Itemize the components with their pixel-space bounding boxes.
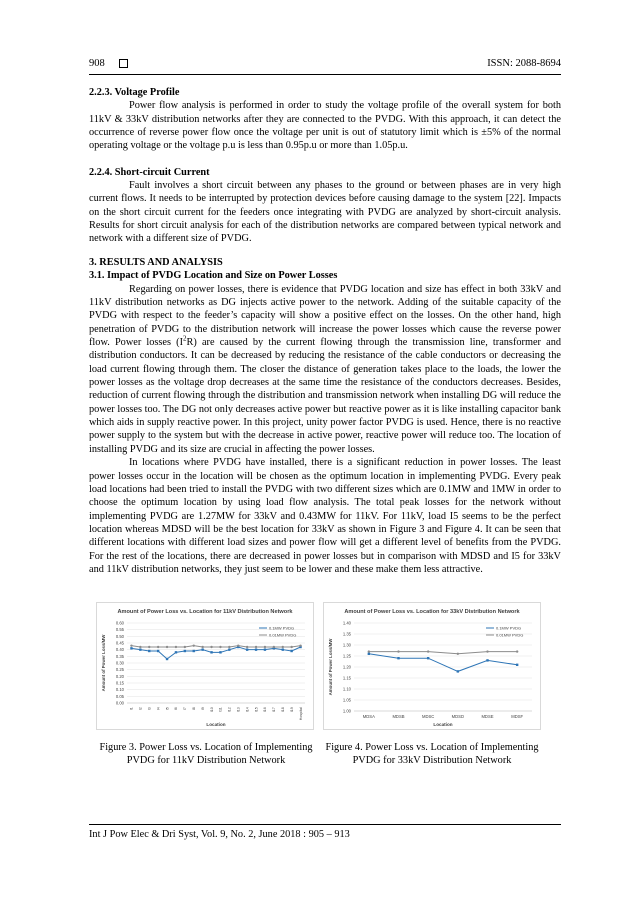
data-point bbox=[427, 650, 429, 652]
figure-3-chart bbox=[96, 602, 314, 730]
data-point bbox=[282, 648, 284, 650]
y-tick-label: 0.25 bbox=[115, 667, 124, 673]
y-tick-label: 0.10 bbox=[115, 687, 124, 693]
page-header bbox=[89, 58, 561, 69]
subsection-heading-impact: 3.1. Impact of PVDG Location and Size on Power Losses bbox=[89, 270, 338, 282]
header-rule bbox=[89, 74, 561, 75]
data-point bbox=[139, 648, 141, 650]
data-point bbox=[299, 644, 301, 646]
x-tick-label: I18 bbox=[280, 707, 285, 713]
y-tick-label: 1.00 bbox=[342, 708, 351, 714]
data-point bbox=[397, 650, 399, 652]
data-point bbox=[255, 648, 257, 650]
y-tick-label: 0.35 bbox=[115, 653, 124, 659]
data-point bbox=[457, 670, 459, 672]
data-point bbox=[427, 657, 429, 659]
x-tick-label: I19 bbox=[289, 707, 294, 713]
x-tick-label: Hospital bbox=[298, 707, 303, 721]
x-axis-label: Location bbox=[206, 722, 226, 727]
issn: ISSN: 2088-8694 bbox=[487, 58, 561, 69]
legend-label: 0.01MW PVDG bbox=[496, 632, 524, 638]
data-point bbox=[246, 648, 248, 650]
x-tick-label: MDSA bbox=[362, 714, 375, 719]
section-heading-results: 3. RESULTS AND ANALYSIS bbox=[89, 257, 223, 268]
x-tick-label: I16 bbox=[263, 707, 268, 713]
y-tick-label: 0.50 bbox=[115, 633, 124, 639]
y-tick-label: 0.30 bbox=[115, 660, 124, 666]
data-point bbox=[184, 646, 186, 648]
figure-4-caption-line1: Figure 4. Power Loss vs. Location of Implementing bbox=[325, 742, 539, 753]
y-tick-label: 1.25 bbox=[342, 653, 351, 659]
series-line bbox=[369, 652, 517, 654]
data-point bbox=[264, 646, 266, 648]
data-point bbox=[210, 651, 212, 653]
y-tick-label: 0.55 bbox=[115, 627, 124, 633]
paragraph-power-losses-part2: R) are caused by the current flowing through the transmission line, transformer and distribution conductors. It can be decreased by reducing the resistance of the cable conductors or decreasing the load current flowing through them. The closer the distance of generation takes place to the loads, the lower the power losses as the voltage drop decreases at the same time the resistance of the conductors decreases. Besides, reduction of current flowing through the distribution and transmission network when installing DG will reduce the power losses too. The DG not only decreases active power but reactive power as it is like installing capacitor bank which aids in supply reactive power. In this project, unity power factor PVDG is used. Hence, there is no reactive power supply to the system but with the decrease in active power, reactive power will reduce too. The location of installing PVDG and its size are crucial in affecting the power losses. bbox=[89, 337, 561, 455]
x-axis-label: Location bbox=[433, 722, 453, 727]
y-axis-label: Amount of Power Loss/MW bbox=[328, 638, 333, 696]
data-point bbox=[139, 646, 141, 648]
data-point bbox=[457, 653, 459, 655]
data-point bbox=[210, 646, 212, 648]
data-point bbox=[237, 644, 239, 646]
paragraph-short-circuit: Fault involves a short circuit between any phases to the ground or between phases are in very high current flows. It needs to be interrupted by protection devices before causing damage to the system [22]. Impacts on the short circuit current for the feeders once integrating with PVDG are analyzed by short-circuit analysis. Results for short circuit analysis for each of the distribution networks are compared between typical network and network with a different size of PVDG. bbox=[89, 180, 561, 245]
page-footer: Int J Pow Elec & Dri Syst, Vol. 9, No. 2, June 2018 : 905 – 913 bbox=[89, 829, 350, 840]
paragraph-power-losses-part1: Regarding on power losses, there is evidence that PVDG location and size has effect in both 33kV and 11kV distribution networks as DG injects active power to the network. Adding of the suitable capacity of the PVDG with respect to the feeder’s capacity will show a positive effect on the losses. On the other hand, high penetration of PVDG to the distribution network will increase the power losses which cause the reverse power flow. Power losses (I bbox=[89, 283, 561, 349]
y-tick-label: 0.00 bbox=[115, 700, 124, 706]
x-tick-label: MDSE bbox=[481, 714, 494, 719]
data-point bbox=[219, 646, 221, 648]
data-point bbox=[273, 646, 275, 648]
section-heading-voltage-profile: 2.2.3. Voltage Profile bbox=[89, 87, 180, 98]
page-number: 908 bbox=[89, 58, 105, 69]
data-point bbox=[255, 646, 257, 648]
data-point bbox=[175, 646, 177, 648]
data-point bbox=[166, 658, 168, 660]
data-point bbox=[486, 659, 488, 661]
paragraph-power-losses bbox=[89, 283, 561, 456]
square-icon bbox=[119, 59, 128, 68]
x-tick-label: MDSD bbox=[451, 714, 465, 719]
chart-33kv-svg bbox=[324, 603, 540, 729]
figure-3-caption-line1: Figure 3. Power Loss vs. Location of Implementing bbox=[99, 742, 313, 753]
x-tick-label: I9 bbox=[200, 707, 205, 711]
data-point bbox=[282, 646, 284, 648]
body-text-results bbox=[89, 256, 561, 576]
data-point bbox=[201, 648, 203, 650]
footer-rule bbox=[89, 824, 561, 825]
figure-3-caption bbox=[82, 741, 330, 767]
paragraph-voltage-profile: Power flow analysis is performed in order to study the voltage profile of the overall system for both 11kV & 33kV distribution networks after they are connected to the PVDG. With this approach, it can detect the occurrence of reverse power flow once the voltage per unit is out of statutory limit which is ±5% of the normal operating voltage or the voltage p.u is less than 0.95p.u or more than 1.05p.u. bbox=[89, 100, 561, 152]
x-tick-label: I3 bbox=[147, 707, 152, 711]
x-tick-label: I17 bbox=[272, 707, 277, 713]
y-tick-label: 1.10 bbox=[342, 686, 351, 692]
data-point bbox=[193, 650, 195, 652]
x-tick-label: I6 bbox=[174, 707, 179, 711]
data-point bbox=[175, 651, 177, 653]
y-tick-label: 0.45 bbox=[115, 640, 124, 646]
data-point bbox=[516, 664, 518, 666]
data-point bbox=[157, 650, 159, 652]
series-line bbox=[131, 646, 300, 647]
x-tick-label: I10 bbox=[209, 707, 214, 713]
y-tick-label: 1.05 bbox=[342, 697, 351, 703]
x-tick-label: MDSC bbox=[421, 714, 435, 719]
y-tick-label: 1.15 bbox=[342, 675, 351, 681]
header-center bbox=[105, 58, 487, 69]
figure-3-caption-line2: PVDG for 11kV Distribution Network bbox=[126, 755, 286, 766]
figure-4-chart bbox=[323, 602, 541, 730]
x-tick-label: MDSB bbox=[392, 714, 405, 719]
data-point bbox=[290, 646, 292, 648]
figure-4-caption bbox=[308, 741, 556, 767]
data-point bbox=[148, 650, 150, 652]
data-point bbox=[219, 651, 221, 653]
superscript-2: 2 bbox=[183, 334, 187, 343]
y-tick-label: 0.20 bbox=[115, 673, 124, 679]
data-point bbox=[157, 646, 159, 648]
y-tick-label: 0.40 bbox=[115, 647, 124, 653]
body-text-top bbox=[89, 86, 561, 246]
x-tick-label: I14 bbox=[245, 707, 250, 713]
data-point bbox=[246, 646, 248, 648]
y-tick-label: 0.15 bbox=[115, 680, 124, 686]
y-tick-label: 1.40 bbox=[342, 620, 351, 626]
chart-title: Amount of Power Loss vs. Location for 33kV Distribution Network bbox=[344, 609, 520, 615]
x-tick-label: I7 bbox=[183, 707, 188, 711]
y-tick-label: 1.20 bbox=[342, 664, 351, 670]
x-tick-label: I2 bbox=[138, 707, 143, 711]
data-point bbox=[166, 646, 168, 648]
data-point bbox=[228, 648, 230, 650]
x-tick-label: I11 bbox=[218, 707, 223, 712]
x-tick-label: MDSF bbox=[511, 714, 524, 719]
data-point bbox=[290, 650, 292, 652]
data-point bbox=[368, 650, 370, 652]
figure-4-caption-line2: PVDG for 33kV Distribution Network bbox=[352, 755, 512, 766]
data-point bbox=[486, 650, 488, 652]
x-tick-label: I8 bbox=[191, 707, 196, 711]
data-point bbox=[184, 650, 186, 652]
data-point bbox=[201, 646, 203, 648]
x-tick-label: I5 bbox=[165, 707, 170, 711]
data-point bbox=[368, 653, 370, 655]
data-point bbox=[397, 657, 399, 659]
data-point bbox=[148, 646, 150, 648]
y-tick-label: 0.60 bbox=[115, 620, 124, 626]
legend-label: 0.1MW PVDG bbox=[269, 625, 295, 631]
chart-title: Amount of Power Loss vs. Location for 11kV Distribution Network bbox=[117, 609, 293, 615]
legend-label: 0.01MW PVDG bbox=[269, 632, 297, 638]
data-point bbox=[193, 644, 195, 646]
series-line bbox=[131, 647, 300, 659]
x-tick-label: I4 bbox=[156, 707, 161, 711]
data-point bbox=[130, 647, 132, 649]
series-line bbox=[369, 654, 517, 672]
paragraph-pvdg-locations: In locations where PVDG have installed, there is a significant reduction in power losses. The least power losses occur in the location will be chosen as the optimum location in implementing PVDG. Every peak load locations had been tried to install the PVDG with two different sizes which are 0.1MW and 1MW in order to choose the optimum location by using load flow analysis. The total peak losses for the network without implementing PVDG are 1.27MW for 33kV and 0.43MW for 11kV. For 11kV, load I5 seems to be the perfect location whereas MDSD will be the best location for 33kV as shown in Figure 3 and Figure 4. It can be seen that different locations with different load sizes and power flow will get a different level of benefits from the PVDG. For the rest of the locations, there are decreased in power losses but in comparison with MDSD and I5 for 33kV and 11kV distribution networks, they just seem to be lower and these make them less attractive. bbox=[89, 457, 561, 575]
chart-11kv-svg bbox=[97, 603, 313, 729]
legend-label: 0.1MW PVDG bbox=[496, 625, 522, 631]
x-tick-label: I13 bbox=[236, 707, 241, 713]
x-tick-label: I1 bbox=[129, 707, 134, 711]
x-tick-label: I12 bbox=[227, 707, 232, 713]
y-tick-label: 1.35 bbox=[342, 631, 351, 637]
data-point bbox=[228, 646, 230, 648]
section-heading-short-circuit: 2.2.4. Short-circuit Current bbox=[89, 166, 210, 178]
data-point bbox=[264, 648, 266, 650]
y-tick-label: 1.30 bbox=[342, 642, 351, 648]
data-point bbox=[130, 644, 132, 646]
y-tick-label: 0.05 bbox=[115, 693, 124, 699]
x-tick-label: I15 bbox=[254, 707, 259, 713]
y-axis-label: Amount of Power Loss/MW bbox=[101, 634, 106, 692]
data-point bbox=[516, 650, 518, 652]
